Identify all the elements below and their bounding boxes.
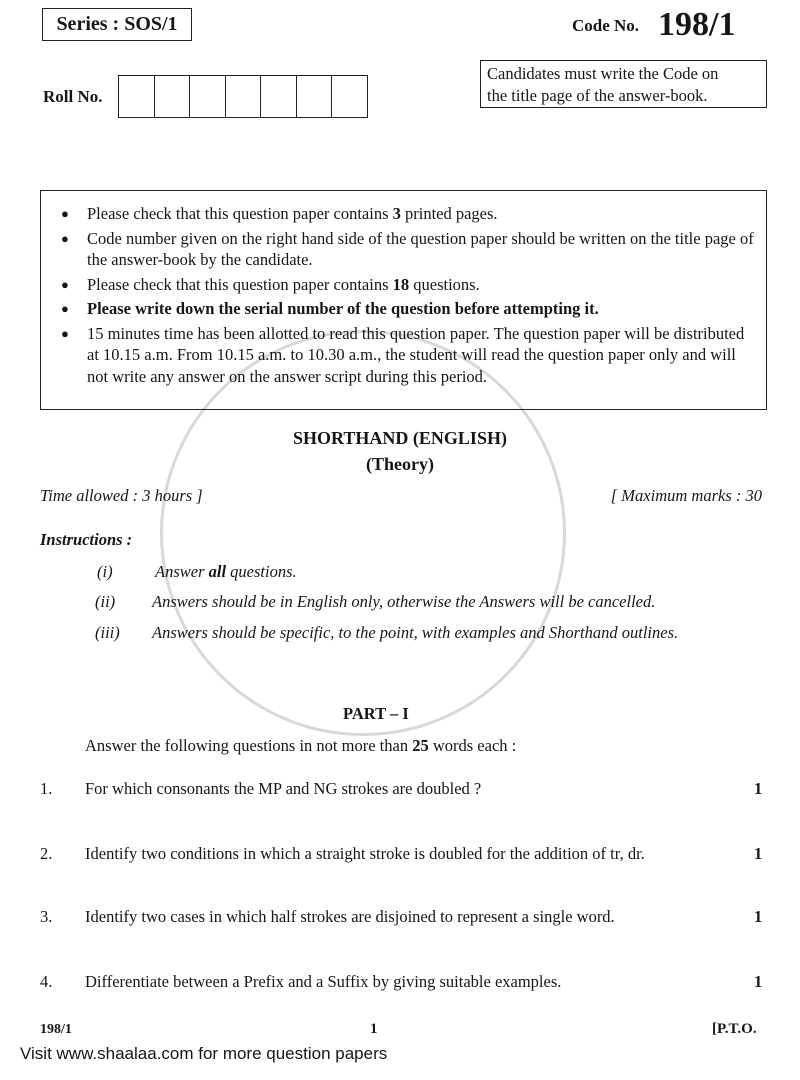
series-label: Series : SOS/1 xyxy=(42,8,192,41)
part-heading: PART – I xyxy=(343,704,409,723)
notice-item xyxy=(41,203,758,225)
notice-item xyxy=(41,323,758,388)
bullet-icon: ● xyxy=(61,206,69,221)
subject-title: SHORTHAND (ENGLISH) xyxy=(293,428,507,448)
notice-item xyxy=(41,298,758,320)
question-marks: 1 xyxy=(754,907,763,926)
question-number: 1. xyxy=(40,779,53,798)
notice-text: Please check that this question paper contains 3 printed pages. xyxy=(87,204,498,223)
notice-text: Please check that this question paper contains 18 questions. xyxy=(87,274,480,294)
roll-label: Roll No. xyxy=(43,87,103,106)
candidates-note-line: Candidates must write the Code on xyxy=(487,64,719,83)
notice-item xyxy=(41,228,758,271)
roll-box xyxy=(119,76,155,117)
page-number: 1 xyxy=(370,1021,378,1037)
footer-code: 198/1 xyxy=(40,1022,72,1037)
roll-box xyxy=(190,76,226,117)
question-text: Differentiate between a Prefix and a Suffix by giving suitable examples. xyxy=(85,972,562,991)
roll-box xyxy=(297,76,333,117)
notice-text: Code number given on the right hand side of the question paper should be written on the title page of the answer-book by the candidate. xyxy=(87,228,754,269)
question-number: 2. xyxy=(40,844,53,863)
time-allowed: Time allowed : 3 hours ] xyxy=(40,486,203,505)
instructions-heading: Instructions : xyxy=(40,530,133,549)
visit-link[interactable]: Visit www.shaalaa.com for more question papers xyxy=(20,1044,388,1063)
bullet-icon: ● xyxy=(61,325,69,341)
maximum-marks: [ Maximum marks : 30 xyxy=(610,486,762,505)
pto-label: [P.T.O. xyxy=(712,1021,757,1037)
subject-subtitle: (Theory) xyxy=(366,454,434,474)
question-text: For which consonants the MP and NG strokes are doubled ? xyxy=(85,779,482,798)
roll-box xyxy=(332,76,367,117)
notice-item xyxy=(41,274,758,296)
question-marks: 1 xyxy=(754,844,763,863)
candidates-note xyxy=(480,60,767,108)
notice-text: Please write down the serial number of the question before attempting it. xyxy=(87,299,599,318)
question-number: 3. xyxy=(40,907,53,926)
bullet-icon: ● xyxy=(61,230,69,246)
question-text: Identify two cases in which half strokes are disjoined to represent a single word. xyxy=(85,907,615,926)
bullet-icon: ● xyxy=(61,301,69,316)
instruction-num: (ii) xyxy=(95,592,116,611)
candidates-note-line: the title page of the answer-book. xyxy=(487,86,708,105)
instruction-text: Answers should be in English only, otherwise the Answers will be cancelled. xyxy=(152,592,656,611)
question-number: 4. xyxy=(40,972,53,991)
instruction-num: (iii) xyxy=(95,623,120,642)
instruction-num: (i) xyxy=(97,562,113,581)
instruction-text: Answers should be specific, to the point, with examples and Shorthand outlines. xyxy=(152,623,679,642)
roll-number-boxes xyxy=(118,75,368,118)
question-marks: 1 xyxy=(754,779,763,798)
question-text: Identify two conditions in which a straight stroke is doubled for the addition of tr, dr. xyxy=(85,844,645,863)
notice-text: 15 minutes time has been allotted to read this question paper. The question paper will be distributed at 10.15 a.m. From 10.15 a.m. to 10.30 a.m., the student will read the question paper only and will not write any answer on the answer script during this period. xyxy=(87,323,745,386)
code-number: 198/1 xyxy=(658,6,736,43)
part-intro: Answer the following questions in not more than 25 words each : xyxy=(85,736,517,755)
instruction-text: Answer all questions. xyxy=(155,562,297,581)
roll-box xyxy=(155,76,191,117)
roll-box xyxy=(261,76,297,117)
roll-box xyxy=(226,76,262,117)
notice-box xyxy=(40,190,767,410)
code-label: Code No. xyxy=(572,16,640,35)
bullet-icon: ● xyxy=(61,276,69,292)
question-marks: 1 xyxy=(754,972,763,991)
